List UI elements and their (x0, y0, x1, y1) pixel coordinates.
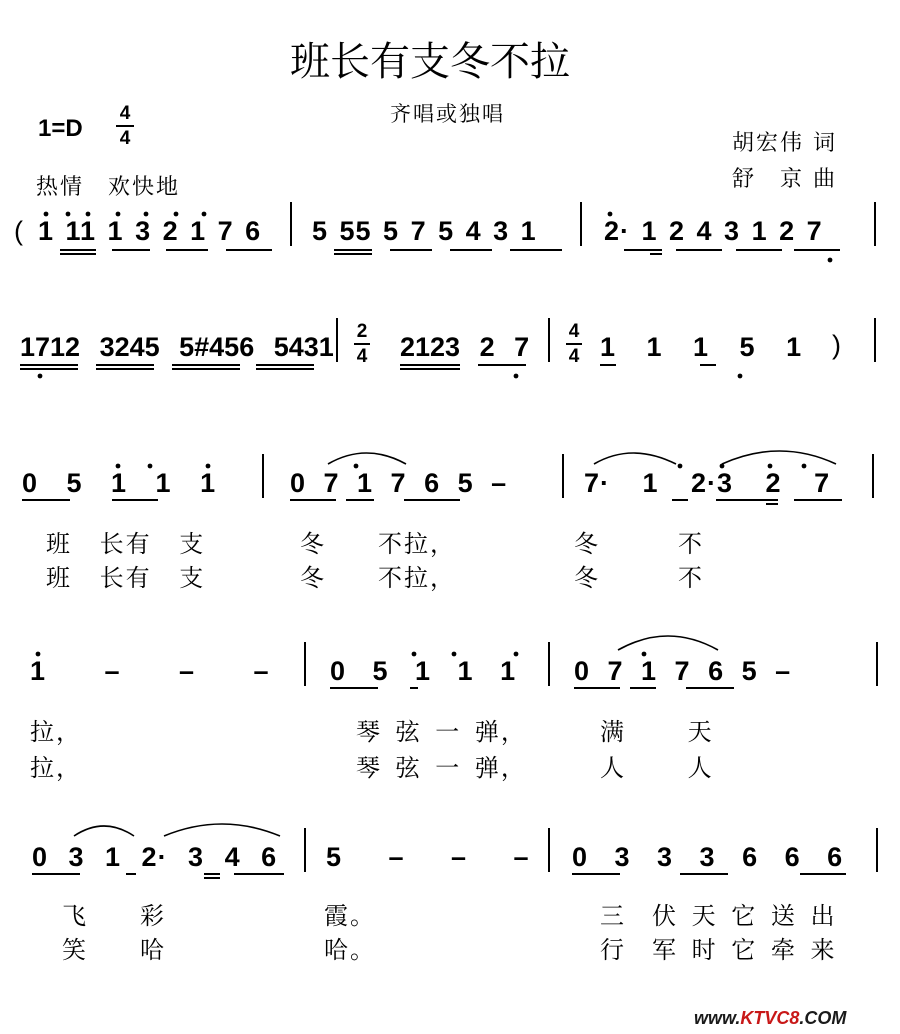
measure-3: 2· 1 2 4 3 1 2 7 (604, 216, 823, 246)
high-dot (206, 464, 211, 469)
measure-2: 5 55 5 7 5 4 3 1 (312, 216, 537, 246)
high-dot (144, 212, 149, 217)
high-dot (354, 464, 359, 469)
lyrics-verse-2: 班 长有 支 (46, 564, 206, 592)
lyrics-verse-1: 琴 弦 一 弹， (356, 718, 527, 746)
high-dot (116, 464, 121, 469)
open-paren: ( (14, 216, 24, 246)
time-signature-bottom: 4 (356, 346, 368, 367)
measure-1: 1 11 1 3 2 1 7 6 (38, 216, 262, 246)
lyrics-verse-1: 霞。 (324, 902, 376, 930)
measure-1: 1712 3245 5#456 5431 (20, 332, 334, 362)
measure-1: 1 – – – (30, 656, 270, 686)
high-dot (116, 212, 121, 217)
low-dot (828, 258, 833, 263)
performance-note: 齐唱或独唱 (390, 102, 505, 126)
close-paren: ) (832, 330, 842, 360)
measure-3: 7· 1 2·3 2 7 (584, 468, 831, 498)
time-signature-bottom: 4 (119, 128, 131, 149)
time-signature-top: 4 (568, 321, 580, 342)
lyrics-verse-1: 班 长有 支 (46, 530, 206, 558)
slur (618, 636, 718, 650)
measure-3: 0 7 1 7 6 5 – (574, 656, 792, 686)
high-dot (36, 652, 41, 657)
high-dot (720, 464, 725, 469)
lyrics-verse-2: 行 军 时 它 牵 来 (600, 936, 837, 964)
watermark (694, 1008, 846, 1029)
high-dot (608, 212, 613, 217)
lyrics-verse-2: 冬 不 (574, 564, 704, 592)
lyrics-verse-2: 琴 弦 一 弹， (356, 754, 527, 782)
page-title: 班长有支冬不拉 (290, 39, 570, 85)
high-dot (678, 464, 683, 469)
lyrics-verse-2: 人 人 (600, 754, 714, 782)
lyricist-credit: 胡宏伟 词 (732, 131, 837, 156)
high-dot (174, 212, 179, 217)
high-dot (86, 212, 91, 217)
high-dot (66, 212, 71, 217)
time-signature-bottom: 4 (568, 346, 580, 367)
lyrics-verse-1: 冬 不 (574, 530, 704, 558)
lyrics-verse-2: 拉， (30, 754, 82, 782)
measure-2: 5 – – – (326, 842, 530, 872)
slur (594, 453, 676, 464)
slur (164, 824, 280, 836)
measure-2: 0 7 1 7 6 5 – (290, 468, 508, 498)
lyrics-verse-1: 三 伏 天 它 送 出 (600, 902, 837, 930)
high-dot (44, 212, 49, 217)
high-dot (642, 652, 647, 657)
time-signature-top: 2 (356, 321, 368, 342)
ties (74, 451, 836, 836)
lyrics-verse-1: 飞 彩 (62, 902, 166, 930)
tempo-marking: 热情 欢快地 (36, 175, 181, 200)
measure-2: 2123 2 7 (400, 332, 530, 362)
lyrics-verse-1: 拉， (30, 718, 82, 746)
high-dot (452, 652, 457, 657)
watermark-site: KTVC8 (740, 1008, 800, 1028)
lyrics-verse-2: 冬 不拉， (300, 564, 456, 592)
high-dot (202, 212, 207, 217)
high-dot (802, 464, 807, 469)
watermark-prefix: www. (694, 1008, 741, 1028)
measure-2: 0 5 1 1 1 (330, 656, 517, 686)
composer-credit: 舒 京 曲 (732, 167, 837, 192)
lyrics-verse-2: 哈。 (324, 936, 376, 964)
octave-dots (36, 212, 833, 657)
low-dot (514, 374, 519, 379)
high-dot (514, 652, 519, 657)
low-dot (38, 374, 43, 379)
slur (722, 451, 836, 464)
measure-1: 0 5 1 1 1 (22, 468, 217, 498)
lyrics-verse-1: 冬 不拉， (300, 530, 456, 558)
slur (328, 453, 406, 464)
measure-3: 1 1 1 5 1 (600, 332, 803, 362)
measure-3: 0 3 3 3 6 6 6 (572, 842, 844, 872)
high-dot (768, 464, 773, 469)
high-dot (412, 652, 417, 657)
watermark-suffix: .COM (799, 1008, 847, 1028)
lyrics-verse-2: 笑 哈 (62, 936, 166, 964)
beams (20, 250, 846, 878)
low-dot (738, 374, 743, 379)
time-signature-top: 4 (119, 103, 131, 124)
lyrics-verse-1: 满 天 (600, 718, 714, 746)
slur (74, 826, 134, 836)
measure-1: 0 3 1 2· 3 4 6 (32, 842, 278, 872)
high-dot (148, 464, 153, 469)
key-signature: 1=D (38, 115, 83, 142)
